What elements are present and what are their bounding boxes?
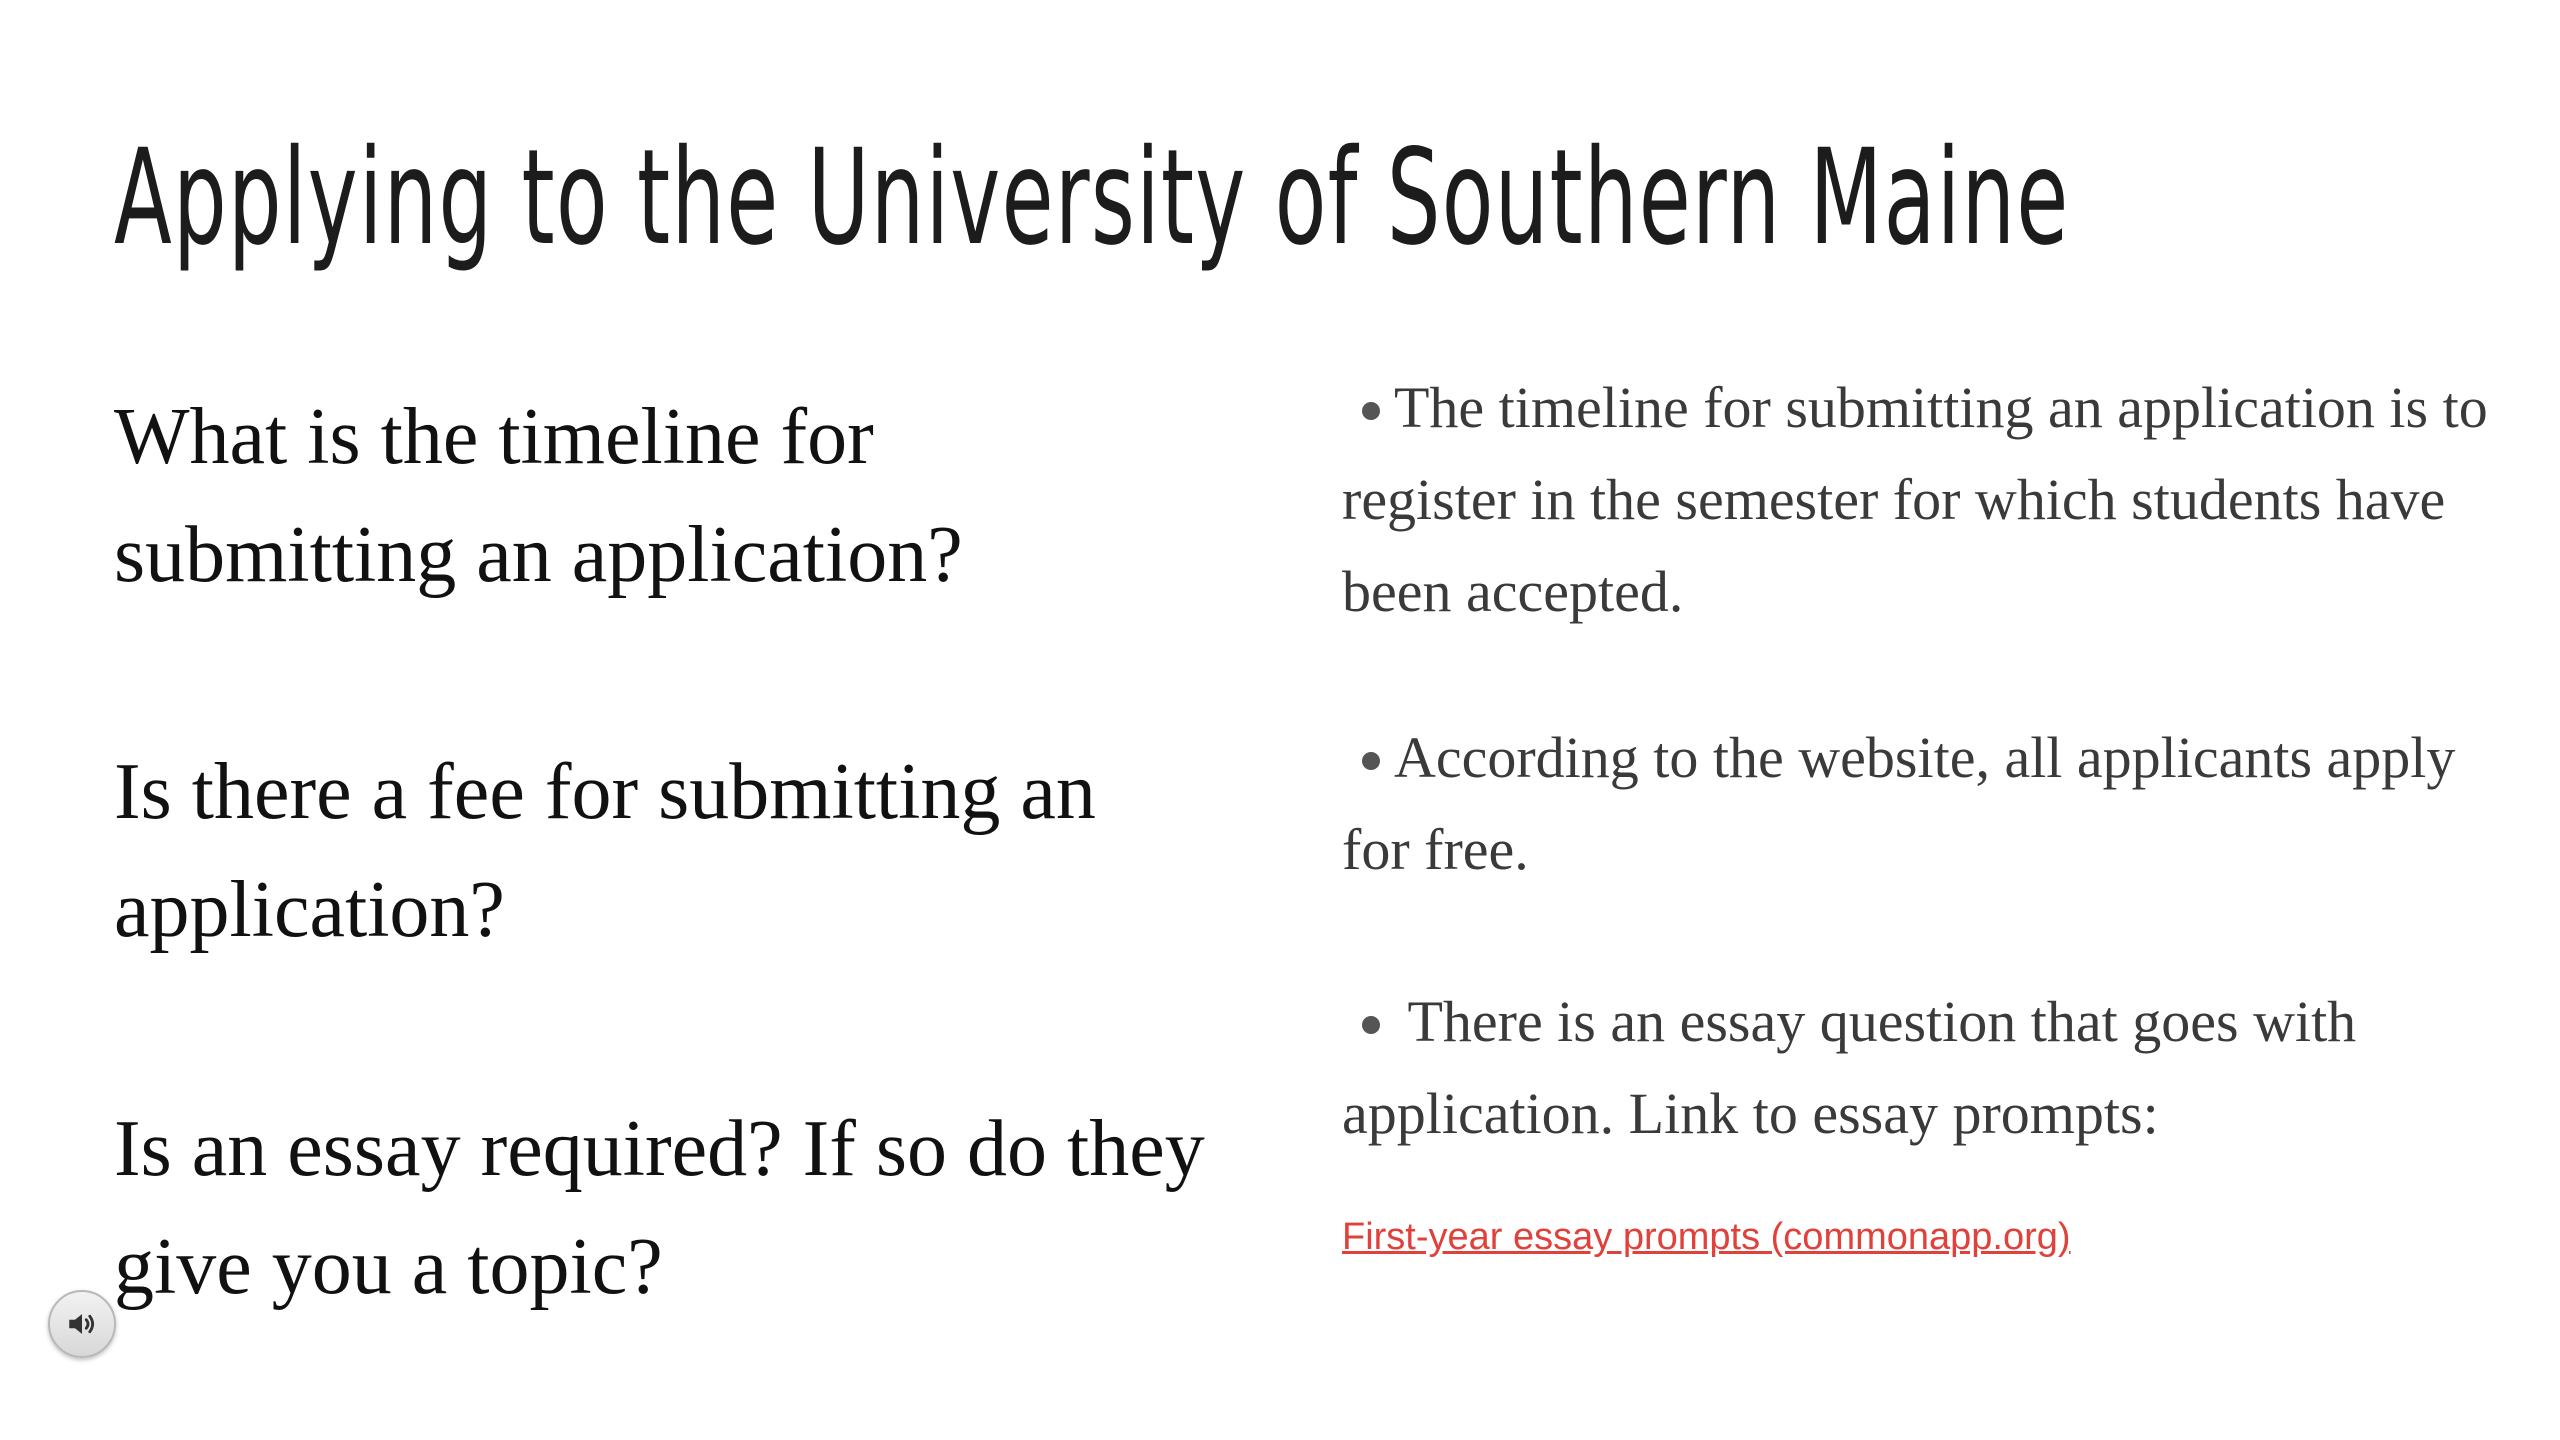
answer-essay	[1342, 976, 2502, 1160]
essay-prompts-link[interactable]: First-year essay prompts (commonapp.org)	[1342, 1216, 2071, 1258]
answer-essay-text: There is an essay question that goes with application. Link to essay prompts:	[1342, 989, 2357, 1146]
question-timeline: What is the timeline for submitting an application?	[114, 393, 963, 599]
answer-fee-text: According to the website, all applicants apply for free.	[1342, 725, 2456, 882]
bullet-icon	[1362, 752, 1380, 770]
slide-title	[114, 118, 2070, 278]
bullet-icon	[1362, 1016, 1380, 1034]
bullet-icon	[1362, 402, 1380, 420]
answer-timeline	[1342, 362, 2502, 638]
audio-button[interactable]	[48, 1290, 116, 1358]
answer-timeline-text: The timeline for submitting an application is to register in the semester for which students have been accepted.	[1342, 375, 2488, 624]
question-essay: Is an essay required? If so do they give you a topic?	[114, 1105, 1205, 1311]
answer-fee	[1342, 712, 2502, 896]
speaker-icon	[65, 1307, 99, 1341]
slide-title-text: Applying to the University of Southern Maine	[114, 121, 2070, 275]
question-fee: Is there a fee for submitting an application?	[114, 748, 1096, 954]
